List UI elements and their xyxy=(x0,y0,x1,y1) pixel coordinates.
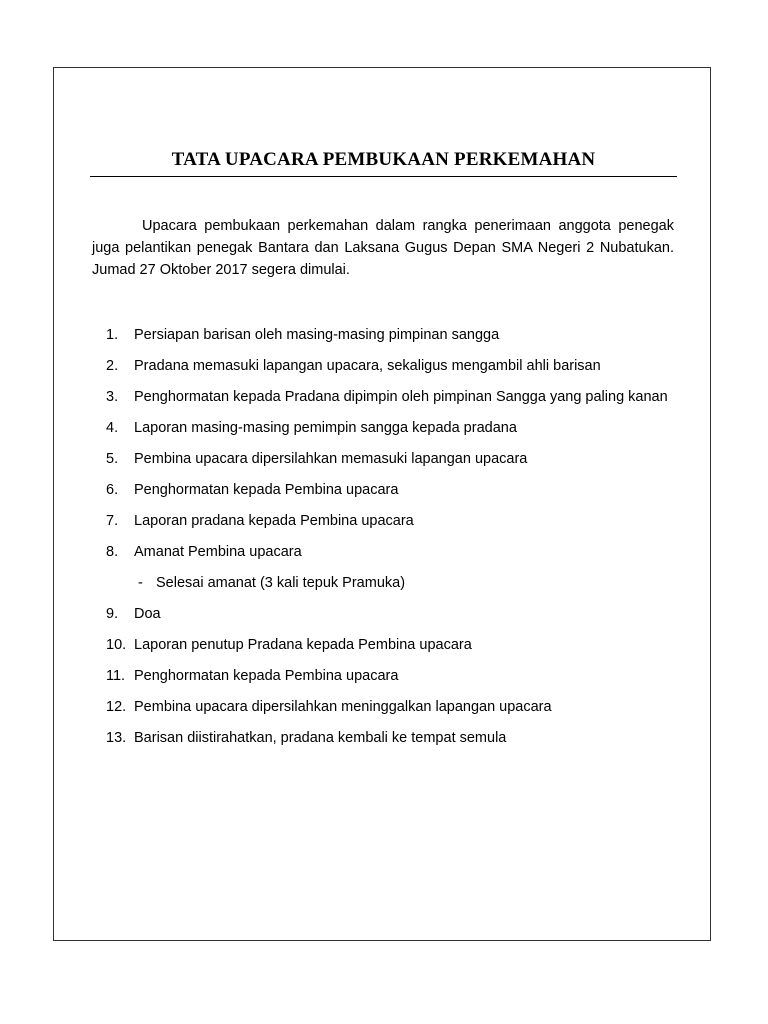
list-item-number: 9. xyxy=(106,606,119,622)
list-item-text: Amanat Pembina upacara xyxy=(134,544,302,560)
list-item-text: Pembina upacara dipersilahkan memasuki lapangan upacara xyxy=(134,451,528,467)
list-item-text: Penghormatan kepada Pembina upacara xyxy=(134,482,399,498)
sub-list-item xyxy=(92,568,674,599)
list-item-number: 5. xyxy=(106,451,119,467)
list-item xyxy=(92,475,674,506)
list-item xyxy=(92,723,674,754)
list-item xyxy=(92,320,674,351)
list-item-text: Laporan penutup Pradana kepada Pembina upacara xyxy=(134,637,472,653)
list-item-text: Penghormatan kepada Pembina upacara xyxy=(134,668,399,684)
list-item xyxy=(92,351,674,382)
list-item-number: 12. xyxy=(106,699,127,715)
list-item xyxy=(92,630,674,661)
list-item-number: 6. xyxy=(106,482,119,498)
list-item-text: Laporan pradana kepada Pembina upacara xyxy=(134,513,414,529)
list-item-number: 3. xyxy=(106,389,119,405)
list-item xyxy=(92,506,674,537)
sub-list-text: Selesai amanat (3 kali tepuk Pramuka) xyxy=(156,575,406,591)
list-item-text: Penghormatan kepada Pradana dipimpin oleh pimpinan Sangga yang paling kanan xyxy=(134,389,668,405)
list-item-number: 4. xyxy=(106,420,119,436)
list-item-text: Pradana memasuki lapangan upacara, sekaligus mengambil ahli barisan xyxy=(134,358,601,374)
list-item-text: Barisan diistirahatkan, pradana kembali ke tempat semula xyxy=(134,730,507,746)
list-item-number: 1. xyxy=(106,327,119,343)
list-item xyxy=(92,599,674,630)
list-item xyxy=(92,444,674,475)
list-item-number: 8. xyxy=(106,544,119,560)
intro-paragraph: Upacara pembukaan perkemahan dalam rangka penerimaan anggota penegak juga pelantikan penegak Bantara dan Laksana Gugus Depan SMA Negeri 2 Nubatukan. Jumad 27 Oktober 2017 segera dimulai. xyxy=(92,218,674,278)
list-item xyxy=(92,692,674,723)
title-underline xyxy=(90,176,677,177)
list-item-text: Laporan masing-masing pemimpin sangga kepada pradana xyxy=(134,420,517,436)
list-item xyxy=(92,661,674,692)
sub-list-marker: - xyxy=(138,575,143,591)
document-title: TATA UPACARA PEMBUKAAN PERKEMAHAN xyxy=(171,149,596,170)
list-item-number: 2. xyxy=(106,358,119,374)
list-item-number: 10. xyxy=(106,637,127,653)
list-item-text: Persiapan barisan oleh masing-masing pimpinan sangga xyxy=(134,327,500,343)
list-item xyxy=(92,537,674,568)
list-item-text: Pembina upacara dipersilahkan meninggalkan lapangan upacara xyxy=(134,699,552,715)
list-item-number: 11. xyxy=(106,668,126,684)
ceremony-steps-list xyxy=(92,320,674,754)
list-item xyxy=(92,382,674,413)
list-item-number: 13. xyxy=(106,730,127,746)
list-item xyxy=(92,413,674,444)
list-item-text: Doa xyxy=(134,606,161,622)
list-item-number: 7. xyxy=(106,513,119,529)
